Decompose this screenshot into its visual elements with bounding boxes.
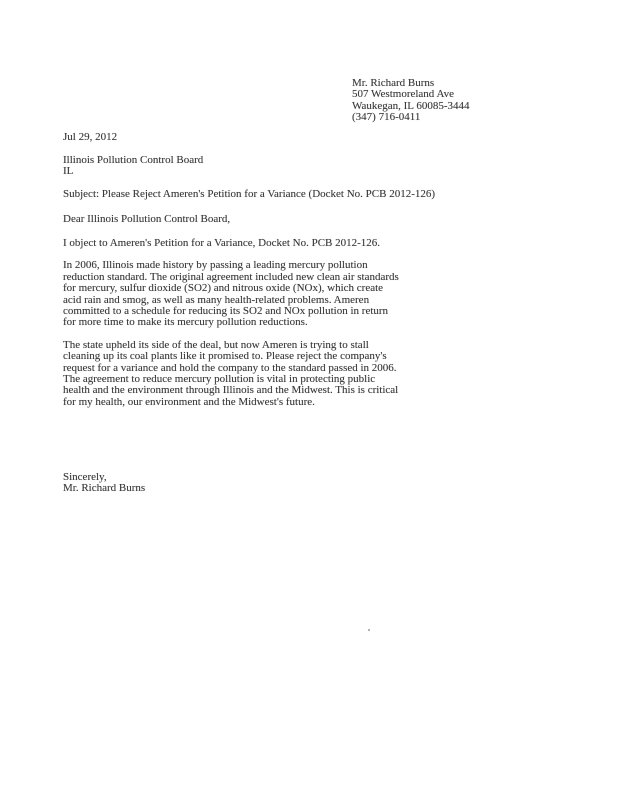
recipient-state: IL [63,165,74,178]
closing-block [63,472,145,495]
sender-address-block [352,78,470,124]
letter-body [63,238,399,419]
scan-artifact-speck [368,629,370,631]
body-paragraph-1: I object to Ameren's Petition for a Variance, Docket No. PCB 2012-126. [63,237,381,249]
sender-name: Mr. Richard Burns [352,77,435,89]
body-paragraph-2: In 2006, Illinois made history by passing a leading mercury pollution reduction standard. The original agreement included new clean air standards for mercury, sulfur dioxide (SO2) and nitrous oxide (NOx), which create acid rain and smog, as well as many health-related problems. Ameren committed to a schedule for reducing its SO2 and NOx pollution in return for more time to make its mercury pollution reductions. [63,259,399,329]
salutation: Dear Illinois Pollution Control Board, [63,213,231,225]
signature-name: Mr. Richard Burns [63,482,146,495]
letter-date: Jul 29, 2012 [63,131,118,143]
sender-city-state-zip: Waukegan, IL 60085-3444 [352,99,470,112]
recipient-name: Illinois Pollution Control Board [63,154,204,166]
body-paragraph-3: The state upheld its side of the deal, but now Ameren is trying to stall cleaning up its coal plants like it promised to. Please reject the company's request for a variance and hold the company to the standard passed in 2006. The agreement to reduce mercury pollution is vital in protecting public health and the environment through Illinois and the Midwest. This is critical for my health, our environment and the Midwest's future. [63,338,399,408]
closing-word: Sincerely, [63,471,107,483]
sender-street: 507 Westmoreland Ave [352,88,454,101]
recipient-block [63,155,203,178]
sender-phone: (347) 716-0411 [352,111,421,124]
subject-line: Subject: Please Reject Ameren's Petition for a Variance (Docket No. PCB 2012-126) [63,188,436,200]
